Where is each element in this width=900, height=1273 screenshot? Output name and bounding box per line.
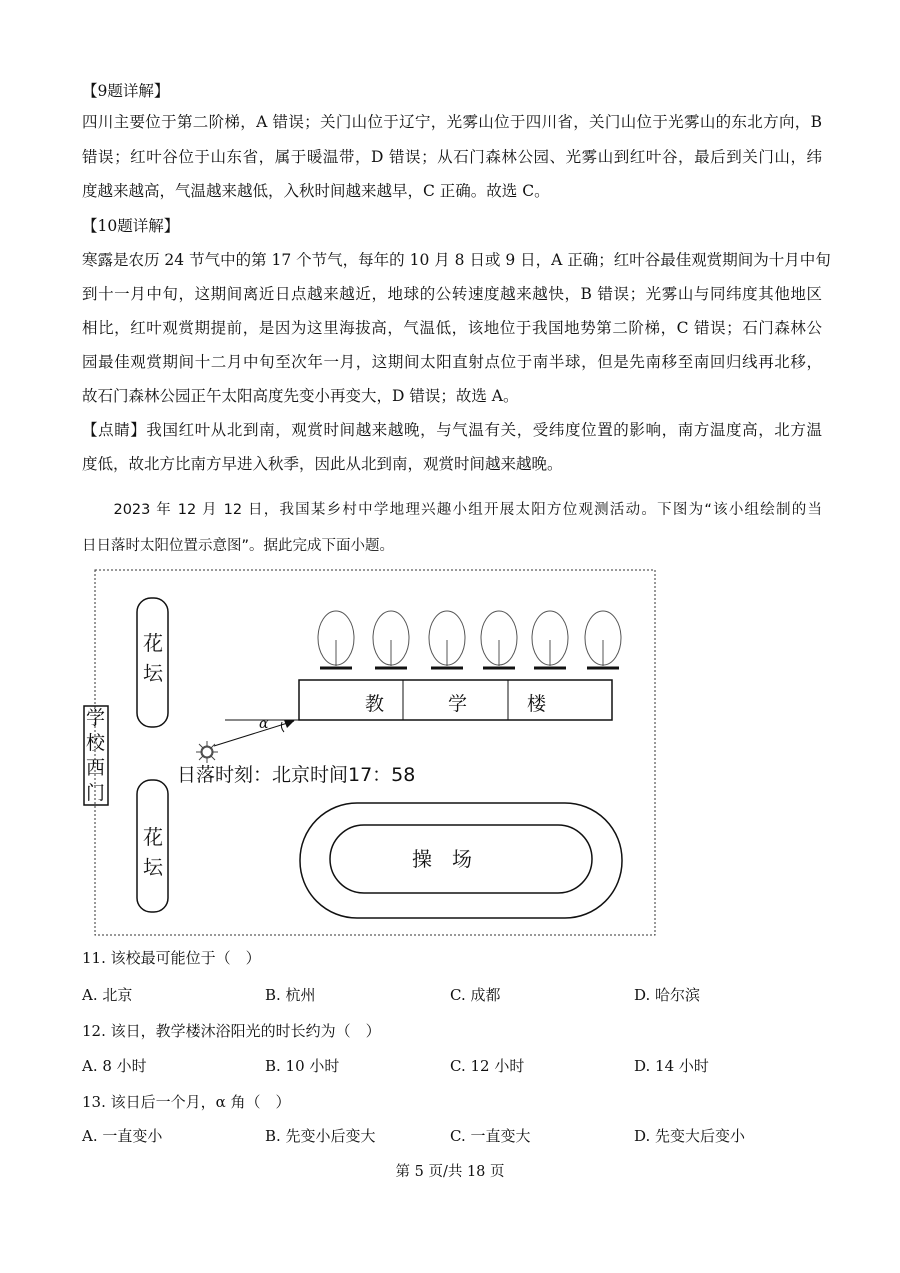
building-label-3: 楼 (527, 693, 547, 715)
west-gate-label (86, 706, 105, 806)
label-char: 花 (143, 825, 163, 849)
option-b: B. 杭州 (265, 986, 316, 1004)
text-line: 到十一月中旬，这期间离近日点越来越近，地球的公转速度越来越快，B 错误；光雾山与同纬度其他地区 (82, 285, 822, 303)
option-b: B. 先变小后变大 (265, 1127, 376, 1145)
text-line: 园最佳观赏期间十二月中旬至次年一月，这期间太阳直射点位于南半球，但是先南移至南回归线再北移， (82, 353, 822, 371)
text-line: 故石门森林公园正午太阳高度先变小再变大，D 错误；故选 A。 (82, 387, 519, 405)
text-line: 度越来越高，气温越来越低，入秋时间越来越早，C 正确。故选 C。 (82, 182, 550, 200)
question-11: 11. 该校最可能位于（ ） (82, 949, 261, 967)
section-heading-10: 【10题详解】 (82, 217, 180, 235)
label-char: 校 (86, 732, 106, 754)
label-char: 西 (86, 757, 106, 779)
flower-bed-bottom-label (143, 822, 163, 882)
text-line: 寒露是农历 24 节气中的第 17 个节气，每年的 10 月 8 日或 9 日，A 正确；红叶谷最佳观赏期间为十月中旬 (82, 251, 831, 269)
intro-line: 2023 年 12 月 12 日，我国某乡村中学地理兴趣小组开展太阳方位观测活动。下图为“该小组绘制的当 (82, 502, 822, 518)
label-char: 花 (143, 631, 163, 655)
text-line: 【点睛】我国红叶从北到南，观赏时间越来越晚，与气温有关，受纬度位置的影响，南方温度高，北方温 (82, 421, 822, 439)
building-label-1: 教 (365, 693, 385, 715)
label-char: 学 (86, 707, 106, 729)
building-label-2: 学 (448, 693, 468, 715)
label-char: 门 (86, 782, 106, 804)
option-c: C. 一直变大 (450, 1127, 531, 1145)
label-char: 坛 (143, 661, 163, 685)
text-line: 四川主要位于第二阶梯，A 错误；关门山位于辽宁，光雾山位于四川省，关门山位于光雾山的东北方向，B (82, 113, 822, 131)
page-footer: 第 5 页/共 18 页 (395, 1164, 505, 1180)
sunset-time-label: 日落时刻：北京时间17：58 (177, 764, 416, 786)
option-d: D. 哈尔滨 (634, 986, 701, 1004)
angle-alpha-label: α (259, 716, 269, 732)
text-line: 错误；红叶谷位于山东省，属于暖温带，D 错误；从石门森林公园、光雾山到红叶谷，最后到关门山，纬 (82, 148, 822, 166)
option-d: D. 先变大后变小 (634, 1127, 746, 1145)
option-a: A. 北京 (82, 986, 133, 1004)
trees (318, 611, 621, 668)
question-13: 13. 该日后一个月，α 角（ ） (82, 1093, 291, 1111)
option-b: B. 10 小时 (265, 1057, 340, 1075)
flower-bed-top-label (143, 628, 163, 688)
option-d: D. 14 小时 (634, 1057, 709, 1075)
text-line: 度低，故北方比南方早进入秋季，因此从北到南，观赏时间越来越晚。 (82, 455, 563, 473)
question-12: 12. 该日，教学楼沐浴阳光的时长约为（ ） (82, 1022, 381, 1040)
text-line: 相比，红叶观赏期提前，是因为这里海拔高，气温低，该地位于我国地势第二阶梯，C 错误；石门森林公 (82, 319, 822, 337)
option-a: A. 8 小时 (82, 1057, 147, 1075)
playground-label: 操 场 (412, 847, 472, 871)
label-char: 坛 (143, 855, 163, 879)
option-c: C. 12 小时 (450, 1057, 525, 1075)
section-heading-9: 【9题详解】 (82, 82, 170, 100)
option-a: A. 一直变小 (82, 1127, 163, 1145)
intro-line: 日日落时太阳位置示意图”。据此完成下面小题。 (82, 538, 395, 554)
sun-ray-arrow (214, 721, 294, 746)
option-c: C. 成都 (450, 986, 501, 1004)
